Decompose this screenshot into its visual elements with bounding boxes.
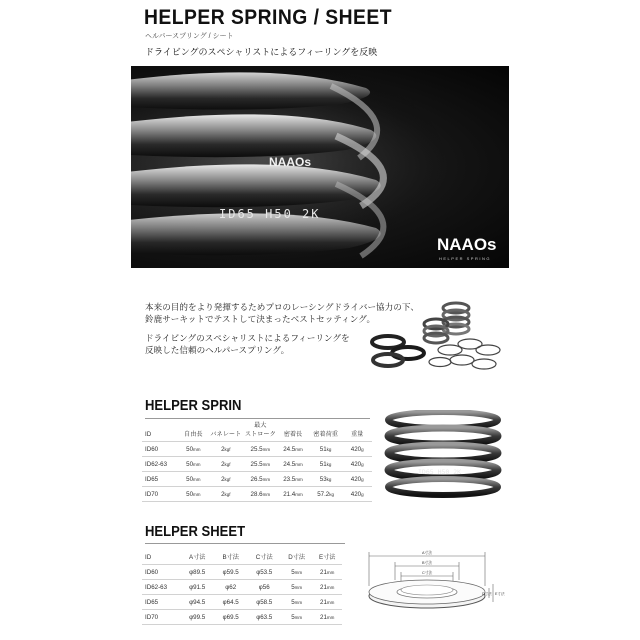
sheet-spec-table: [142, 543, 342, 625]
spring-table-cell: [277, 472, 309, 487]
spring-cell-value: 24.5: [283, 445, 296, 453]
spring-col-max-stroke: 最大 ストローク: [244, 422, 276, 438]
spring-col-weight: 重量: [351, 431, 364, 438]
spring-cell-value: 25.5: [250, 445, 263, 453]
description-paragraph-2: [145, 333, 350, 356]
sheet-cell-value: 5: [291, 583, 295, 591]
sheet-col-c: C寸法: [255, 554, 273, 561]
sheet-cell-value: φ62: [225, 583, 237, 591]
sheet-table-header-row: [142, 543, 342, 565]
spring-and-sheet-parts-photo: [370, 298, 505, 378]
spring-cell-unit: g: [361, 476, 364, 482]
sheet-table-cell: [214, 565, 248, 580]
brand-logo: NAAOs: [437, 235, 497, 254]
sheet-table-cell: [214, 595, 248, 610]
spring-coils-illustration: [131, 66, 509, 268]
sheet-cell-value: ID65: [145, 598, 159, 606]
dimension-label-d: D寸法: [482, 592, 492, 596]
photo-spring-marking: ID65 H50 2K: [418, 468, 462, 476]
brand-logo-sub: HELPER SPRING: [439, 256, 491, 261]
spring-table-cell: [243, 487, 277, 502]
sheet-table-cell: [180, 610, 214, 625]
spring-cell-unit: g: [361, 461, 364, 467]
sheet-cell-value: φ69.5: [222, 613, 239, 621]
spring-cell-value: 50: [186, 460, 194, 468]
spring-table-cell: [179, 487, 209, 502]
description-line: 反映した信頼のヘルパースプリング。: [145, 344, 290, 355]
spring-cell-value: 420: [350, 460, 362, 468]
spring-table-cell: [309, 442, 343, 457]
sheet-cell-value: 21: [320, 598, 327, 606]
spring-cell-value: 50: [186, 490, 194, 498]
spring-table-cell: [208, 487, 243, 502]
spring-table-cell: [142, 457, 179, 472]
spring-cell-value: 420: [350, 490, 362, 498]
sheet-table-cell: [281, 610, 312, 625]
spring-cell-unit: kg: [326, 476, 332, 482]
spring-cell-value: ID65: [145, 475, 159, 483]
spring-table-cell: [179, 472, 209, 487]
spring-table-cell: [179, 442, 209, 457]
sheet-table-cell: [247, 610, 281, 625]
sheet-cell-value: φ63.5: [256, 613, 273, 621]
sheet-table-cell: [281, 565, 312, 580]
sheet-table-cell: [214, 580, 248, 595]
spring-section-title: HELPER SPRIN: [145, 398, 242, 414]
sheet-table-row: [142, 580, 342, 595]
spring-col-solid-load: 密着荷重: [313, 431, 338, 438]
spring-table-cell: [243, 457, 277, 472]
spring-table-cell: [342, 487, 372, 502]
sheet-col-d: D寸法: [288, 554, 306, 561]
spring-cell-unit: kgf: [224, 446, 231, 452]
spring-cell-value: 23.5: [283, 475, 296, 483]
spring-cell-value: 57.2: [317, 490, 330, 498]
spring-cell-value: 26.5: [250, 475, 263, 483]
sheet-table-cell: [312, 565, 342, 580]
spring-cell-unit: kg: [326, 461, 332, 467]
spring-table-cell: [142, 472, 179, 487]
spring-table-cell: [277, 457, 309, 472]
spring-col-solid-height: 密着長: [283, 431, 303, 438]
sheet-table-cell: [281, 580, 312, 595]
spring-cell-unit: mm: [262, 491, 271, 497]
sheet-cell-value: φ64.5: [222, 598, 239, 606]
dimension-label-a: A寸法: [422, 551, 433, 555]
sheet-cell-value: φ89.5: [189, 568, 206, 576]
sheet-cell-value: 5: [291, 598, 295, 606]
spring-cell-value: 50: [186, 445, 194, 453]
sheet-cell-value: φ99.5: [189, 613, 206, 621]
sheet-cell-unit: mm: [326, 584, 335, 590]
sheet-table-cell: [142, 595, 180, 610]
spring-table-row: [142, 487, 372, 502]
sheet-table-cell: [312, 595, 342, 610]
spring-cell-value: 24.5: [283, 460, 296, 468]
sheet-table-cell: [247, 595, 281, 610]
spring-table-header-row: [142, 420, 372, 442]
spring-cell-value: 53: [319, 475, 327, 483]
sheet-cell-value: 21: [320, 613, 327, 621]
sheet-cell-value: ID62-63: [145, 583, 168, 591]
spring-cell-value: 2: [221, 490, 225, 498]
sheet-table-cell: [180, 595, 214, 610]
sheet-table-cell: [180, 580, 214, 595]
sheet-cell-unit: mm: [326, 614, 335, 620]
spring-cell-value: ID60: [145, 445, 159, 453]
sheet-table-row: [142, 610, 342, 625]
spring-cell-unit: mm: [262, 446, 271, 452]
sheet-col-e: E寸法: [318, 554, 336, 561]
sheet-cell-value: 5: [291, 613, 295, 621]
sheet-table-cell: [142, 610, 180, 625]
spring-cell-unit: mm: [295, 446, 303, 452]
spring-cell-value: 50: [186, 475, 194, 483]
spring-cell-unit: mm: [262, 476, 271, 482]
spring-col-id: ID: [145, 431, 152, 438]
sheet-table-cell: [281, 595, 312, 610]
description-line: 鈴鹿サーキットでテストして決まったベストセッティング。: [145, 313, 376, 324]
spring-table-cell: [208, 472, 243, 487]
sheet-cell-unit: mm: [326, 599, 335, 605]
spring-cell-unit: kgf: [224, 461, 231, 467]
spring-cell-value: ID70: [145, 490, 159, 498]
spring-col-free-length: 自由長: [184, 431, 203, 438]
description-line: ドライビングのスペシャリストによるフィーリングを: [145, 333, 350, 343]
sheet-cell-value: φ91.5: [189, 583, 206, 591]
spring-section-rule: [145, 418, 370, 419]
sheet-table-cell: [214, 610, 248, 625]
spring-table-cell: [277, 442, 309, 457]
description-line: 本来の目的をより発揮するためプロのレーシングドライバー協力の下、: [145, 302, 420, 312]
dimension-label-c: C寸法: [422, 571, 433, 575]
sheet-table-row: [142, 565, 342, 580]
spring-cell-unit: mm: [295, 491, 303, 497]
dimension-label-e: E寸法: [495, 592, 505, 596]
sheet-cell-unit: mm: [326, 569, 335, 575]
spring-cell-unit: kg: [326, 446, 332, 452]
sheet-cell-value: 21: [320, 583, 327, 591]
spring-table-cell: [309, 487, 343, 502]
spring-cell-value: 420: [350, 475, 362, 483]
spring-cell-unit: kgf: [224, 491, 231, 497]
sheet-table-cell: [180, 565, 214, 580]
spring-table-cell: [243, 442, 277, 457]
sheet-cell-unit: mm: [294, 584, 303, 590]
spring-cell-unit: kgf: [224, 476, 231, 482]
sheet-cell-value: 21: [320, 568, 327, 576]
spring-cell-unit: mm: [193, 446, 201, 452]
sheet-cell-value: ID60: [145, 568, 159, 576]
spring-table-cell: [309, 457, 343, 472]
sheet-cell-value: φ56: [258, 583, 270, 591]
sheet-col-id: ID: [145, 554, 152, 561]
sheet-col-a: A寸法: [188, 554, 206, 561]
spring-cell-unit: kg: [329, 491, 334, 497]
spring-cell-unit: mm: [193, 476, 201, 482]
sheet-table-row: [142, 595, 342, 610]
spring-cell-value: ID62-63: [145, 460, 168, 468]
spring-spec-table: [142, 420, 372, 502]
spring-cell-value: 51: [319, 445, 327, 453]
sheet-table-cell: [312, 610, 342, 625]
spring-cell-value: 420: [350, 445, 362, 453]
sheet-col-b: B寸法: [222, 554, 239, 561]
spring-marking-text: ID65 H50 2K: [219, 207, 321, 221]
sheet-table-cell: [142, 565, 180, 580]
dimension-label-b: B寸法: [422, 561, 433, 565]
spring-cell-value: 2: [221, 445, 225, 453]
sheet-cell-value: φ53.5: [256, 568, 273, 576]
sheet-section-title: HELPER SHEET: [145, 524, 246, 540]
spring-table-cell: [342, 472, 372, 487]
spring-cell-unit: mm: [193, 491, 201, 497]
sheet-cell-value: ID70: [145, 613, 159, 621]
spring-cell-unit: mm: [295, 461, 303, 467]
tagline: ドライビングのスペシャリストによるフィーリングを反映: [145, 47, 378, 57]
spring-cell-unit: g: [361, 491, 364, 497]
spring-cell-value: 51: [319, 460, 327, 468]
spring-table-cell: [342, 442, 372, 457]
spring-table-cell: [179, 457, 209, 472]
spring-table-cell: [342, 457, 372, 472]
spring-table-cell: [277, 487, 309, 502]
spring-table-row: [142, 472, 372, 487]
spring-cell-value: 21.4: [283, 490, 296, 498]
page-subtitle: ヘルパースプリング / シート: [145, 33, 234, 40]
spring-cell-unit: mm: [193, 461, 201, 467]
helper-sheet-dimension-diagram: [355, 546, 505, 624]
spring-table-cell: [243, 472, 277, 487]
spring-cell-unit: mm: [262, 461, 271, 467]
sheet-cell-value: φ58.5: [256, 598, 273, 606]
sheet-table-cell: [247, 565, 281, 580]
spring-table-row: [142, 457, 372, 472]
spring-table-cell: [142, 487, 179, 502]
sheet-table-cell: [312, 580, 342, 595]
sheet-cell-value: 5: [291, 568, 295, 576]
hero-spring-photo: [131, 66, 509, 268]
sheet-cell-unit: mm: [294, 614, 303, 620]
sheet-cell-unit: mm: [294, 599, 303, 605]
spring-cell-value: 2: [221, 475, 225, 483]
sheet-table-cell: [247, 580, 281, 595]
spring-cell-value: 2: [221, 460, 225, 468]
page-title: HELPER SPRING / SHEET: [144, 6, 392, 29]
spring-table-cell: [208, 457, 243, 472]
sheet-table-cell: [142, 580, 180, 595]
spring-table-row: [142, 442, 372, 457]
sheet-cell-unit: mm: [294, 569, 303, 575]
helper-spring-photo: [384, 410, 502, 500]
spring-table-cell: [142, 442, 179, 457]
sheet-cell-value: φ59.5: [222, 568, 239, 576]
sheet-cell-value: φ94.5: [189, 598, 206, 606]
spring-cell-unit: mm: [295, 476, 303, 482]
spring-cell-unit: g: [361, 446, 364, 452]
hero-logo-mark: NAAOs: [269, 155, 312, 169]
spring-table-cell: [309, 472, 343, 487]
spring-col-rate: バネレート: [210, 431, 242, 438]
spring-cell-value: 25.5: [250, 460, 263, 468]
spring-cell-value: 28.6: [250, 490, 263, 498]
spring-table-cell: [208, 442, 243, 457]
